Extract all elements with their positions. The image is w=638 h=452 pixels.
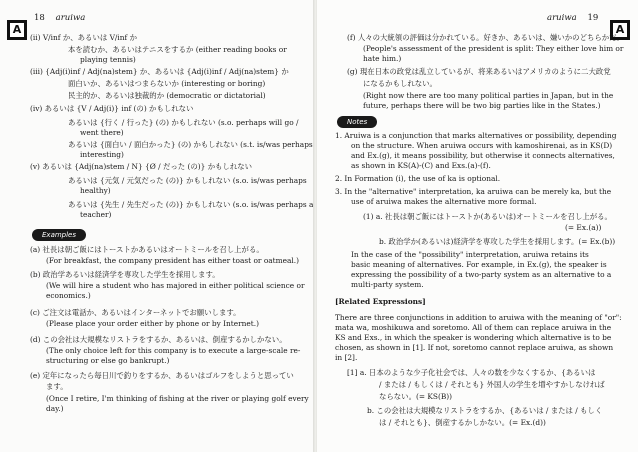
text-line: and Ex.(g), it means possibility, but otherwise it connects alternatives, [351,151,615,160]
text-line: (iv) あるいは {V / Adj(i)} inf (の) かもしれない [30,104,194,113]
text-line: (People's assessment of the president is split: They either love him or [363,44,624,53]
text-line: (Once I retire, I'm thinking of fishing at the river or playing golf every [46,394,309,403]
text-line: on the structure. When aruiwa occurs with kamoshirenai, as in KS(D) [351,141,613,150]
text-line: 民主的か、あるいは独裁的か (democratic or dictatorial) [68,91,266,100]
text-line: (iii) {Adj(i)inf / Adj(na)stem} か、あるいは {Adj(i)inf / Adj(na)stem} か [30,67,289,76]
text-line: KS and Exs., in which the speaker is wondering which alternative is to be [335,333,612,342]
running-headword: aruiwa [55,13,86,23]
text-line: hate him.) [363,54,402,63]
text-line: 2. In Formation (i), the use of ka is optional. [335,174,501,183]
text-line: b. 政治学か(あるいは)経済学を専攻した学生を採用します。(= Ex.(b)) [379,237,616,246]
text-line: は / それとも}、倒産するかしかない。(= Ex.(d)) [379,418,546,427]
text-line: (Right now there are too many political parties in Japan, but in the [363,91,614,100]
text-line: (For breakfast, the company president has either toast or oatmeal.) [46,256,300,265]
page-header [34,13,85,23]
text-line: (The only choice left for this company is to execute a large-scale re- [46,346,301,355]
text-line: healthy) [80,186,111,195]
page-header [547,13,598,23]
text-line: structuring or else go bankrupt.) [46,356,170,365]
text-line: 1. Aruiwa is a conjunction that marks alternatives or possibility, depending [335,131,617,140]
notes-label: Notes [337,116,377,128]
running-headword: aruiwa [547,13,577,23]
text-line: teacher) [80,210,112,219]
text-line: future, perhaps there will be two big parties like in the States.) [363,101,601,110]
text-line: (g) 現在日本の政党は乱立しているが、将来あるいはアメリカのように二大政党 [347,67,611,76]
text-line: (1) a. 社長は朝ご飯にはトーストか(あるいは)オートミールを召し上がる。 [363,212,612,221]
page-number: 19 [587,13,599,23]
text-line: [1] a. 日本のような少子化社会では、人々の数を少なくするか、{あるいは [347,368,596,377]
text-line: In the case of the "possibility" interpretation, aruiwa retains its [351,250,589,259]
text-line: chosen, as shown in [1]. If not, soretomo cannot replace aruiwa, as shown [335,343,614,352]
text-line: (b) 政治学あるいは経済学を専攻した学生を採用します。 [30,270,220,279]
text-line: basic meaning of alternatives. For example, in Ex.(g), the speaker is [351,260,607,269]
text-line: (We will hire a student who has majored in either political science or [46,281,305,290]
text-line: use of aruiwa makes the alternative more formal. [351,197,537,206]
text-line: playing tennis) [80,55,136,64]
text-line: mata wa, moshikuwa and soretomo. All of them can replace aruiwa in the [335,323,612,332]
left-page [0,0,315,452]
text-line: (d) この会社は大規模なリストラをするか、あるいは、倒産するかしかない。 [30,335,287,344]
text-line: as shown in KS(A)-(C) and Exs.(a)-(f). [351,161,491,170]
text-line: 本を読むか、あるいはテニスをするか (either reading books or [68,45,287,54]
text-line: になるかもしれない。 [363,79,437,88]
text-line: あるいは {先生 / 先生だった (の)} かもしれない (s.o. is/was perhaps a [68,200,314,209]
right-page [317,0,638,452]
text-line: expressing the possibility of a two-party system as an alternative to a [351,270,612,279]
text-line: (c) ご注文は電話か、あるいはインターネットでお願いします。 [30,308,241,317]
text-line: / または / もしくは / それとも} 外国人の学生を増やすかしなければ [379,380,605,389]
text-line: interesting) [80,150,124,159]
tab-letter: A [10,23,24,37]
text-line: あるいは {元気 / 元気だった (の)} かもしれない (s.o. is/was perhaps [68,176,307,185]
text-line: (= Ex.(a)) [565,223,602,232]
text-line: (ii) V/inf か、あるいは V/inf か [30,33,137,42]
text-line: 3. In the "alternative" interpretation, ka aruiwa can be merely ka, but the [335,187,612,196]
text-line: went there) [80,128,124,137]
text-line: 面白いか、あるいはつまらないか (interesting or boring) [68,79,266,88]
text-line: あるいは {行く / 行った} (の) かもしれない (s.o. perhaps will go / [68,118,299,127]
text-line: (v) あるいは {Adj(na)stem / N} {Ø / だった (の)} かもしれない [30,162,253,171]
text-line: There are three conjunctions in addition to aruiwa with the meaning of "or": [335,313,622,322]
text-line: day.) [46,404,64,413]
text-line: (e) 定年になったら毎日川で釣りをするか、あるいはゴルフをしようと思ってい [30,371,294,380]
text-line: (f) 人々の大統領の評価は分かれている。好きか、あるいは、嫌いかのどちらかだ。 [347,33,624,42]
examples-label: Examples [32,229,86,241]
text-line: (Please place your order either by phone or by Internet.) [46,319,259,328]
text-line: multi-party system. [351,280,424,289]
text-line: ならない。(= KS(B)) [379,392,453,401]
text-line: b. この会社は大規模なリストラをするか、{あるいは / または / もしく [367,406,603,415]
text-line: (a) 社長は朝ご飯にはトーストかあるいはオートミールを召し上がる。 [30,245,264,254]
text-line: [Related Expressions] [335,297,426,306]
text-line: in [2]. [335,353,358,362]
tab-letter: A [613,23,627,37]
index-tab [7,20,27,40]
text-line: ます。 [46,382,68,391]
text-line: economics.) [46,291,91,300]
text-line: あるいは {面白い / 面白かった} (の) かもしれない (s.t. is/was perhaps [68,140,313,149]
page-number: 18 [34,13,45,23]
